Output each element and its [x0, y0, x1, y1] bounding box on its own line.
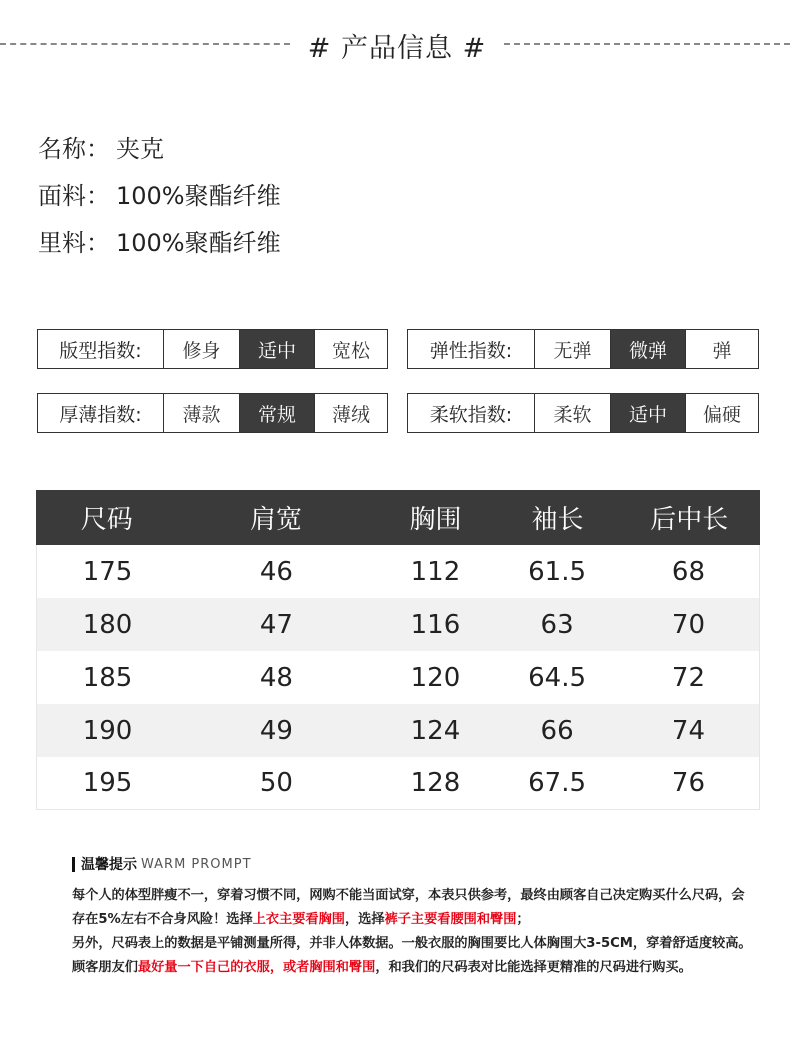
thickness-index: [37, 393, 388, 433]
cell-shoulder: 46: [259, 556, 293, 587]
cell-length: 76: [671, 768, 705, 798]
info-name-row: [38, 129, 164, 164]
info-value: 100%聚酯纤维: [116, 229, 281, 257]
header-length: 后中长: [650, 505, 729, 535]
thickness-option: 薄款: [163, 394, 239, 432]
cell-chest: 128: [410, 768, 461, 798]
cell-length: 74: [671, 715, 705, 746]
prompt-highlight: 上衣主要看胸围: [252, 912, 345, 927]
header-shoulder: 肩宽: [250, 505, 303, 535]
table-row: [36, 704, 760, 757]
cell-size: 180: [82, 609, 133, 640]
cell-size: 175: [82, 556, 133, 587]
size-table-header: [36, 490, 760, 545]
warm-prompt-title-en: WARM PROMPT: [141, 856, 252, 872]
heading-bar-icon: [72, 857, 75, 872]
softness-index: [407, 393, 759, 433]
softness-index-label: 柔软指数:: [429, 403, 513, 426]
cell-sleeve: 66: [540, 715, 574, 746]
cell-sleeve: 61.5: [528, 556, 587, 587]
size-table: [36, 490, 760, 810]
cell-length: 68: [671, 556, 705, 587]
cell-shoulder: 49: [259, 715, 293, 746]
fit-option: 宽松: [314, 330, 387, 368]
elasticity-index-label: 弹性指数:: [429, 339, 513, 362]
cell-chest: 120: [410, 662, 461, 693]
table-row: [36, 545, 760, 598]
cell-length: 72: [671, 662, 705, 693]
info-value: 夹克: [116, 135, 164, 163]
header-sleeve: 袖长: [531, 505, 584, 535]
cell-size: 190: [82, 715, 133, 746]
info-fabric-row: [38, 176, 281, 211]
cell-chest: 124: [410, 715, 461, 746]
page-title: # 产品信息 #: [307, 33, 487, 64]
cell-chest: 116: [410, 609, 461, 640]
thickness-index-label: 厚薄指数:: [59, 403, 142, 426]
table-row: [36, 651, 760, 704]
prompt-highlight: ，或者胸围和臀围: [269, 960, 376, 975]
table-row: [36, 757, 760, 810]
prompt-text: 每个人的体型胖瘦不一，穿着习惯不同，网购不能当面试穿，本表只供参考，最终由顾客自己决定购买什么尺码，会存在5%左右不合身风险！选择: [72, 888, 745, 927]
info-label: 面料：: [38, 182, 110, 210]
header-divider-right: [504, 43, 790, 45]
prompt-text: ，选择: [344, 912, 385, 927]
info-label: 里料：: [38, 229, 110, 257]
softness-option: 偏硬: [685, 394, 758, 432]
cell-chest: 112: [410, 556, 461, 587]
warm-prompt-heading: [72, 854, 752, 874]
cell-size: 195: [82, 768, 133, 798]
header-chest: 胸围: [409, 505, 462, 535]
section-header: [0, 22, 790, 66]
thickness-option: 薄绒: [314, 394, 387, 432]
prompt-highlight: 裤子主要看腰围和臀围: [384, 912, 517, 927]
cell-shoulder: 50: [259, 768, 293, 798]
softness-option: 柔软: [534, 394, 610, 432]
elasticity-index: [407, 329, 759, 369]
header-size: 尺码: [80, 505, 133, 535]
cell-shoulder: 48: [259, 662, 293, 693]
fit-index-label: 版型指数:: [59, 339, 142, 362]
fit-option: 修身: [163, 330, 239, 368]
header-divider-left: [0, 43, 290, 45]
elasticity-option: 无弹: [534, 330, 610, 368]
info-value: 100%聚酯纤维: [116, 182, 281, 210]
prompt-text: ；: [516, 912, 530, 927]
cell-size: 185: [82, 662, 133, 693]
info-label: 名称：: [38, 135, 110, 163]
fit-option-selected: 适中: [239, 330, 314, 368]
prompt-text: ，和我们的尺码表对比能选择更精准的尺码进行购买。: [375, 960, 692, 975]
warm-prompt-title: 温馨提示: [81, 857, 137, 873]
cell-sleeve: 63: [540, 609, 574, 640]
elasticity-option-selected: 微弹: [610, 330, 685, 368]
prompt-text: 另外，尺码表上的数据是平铺测量所得，并非人体数据。一般衣服的胸围要比人体胸围大3-5CM，穿着舒适度较高。顾客朋友们: [72, 936, 752, 975]
table-row: [36, 598, 760, 651]
cell-shoulder: 47: [259, 609, 293, 640]
softness-option-selected: 适中: [610, 394, 685, 432]
prompt-highlight: 最好量一下自己的衣服: [137, 960, 270, 975]
warm-prompt-text: [72, 884, 752, 980]
cell-sleeve: 64.5: [528, 662, 587, 693]
info-lining-row: [38, 223, 281, 258]
cell-sleeve: 67.5: [528, 768, 587, 798]
thickness-option-selected: 常规: [239, 394, 314, 432]
fit-index: [37, 329, 388, 369]
elasticity-option: 弹: [685, 330, 758, 368]
cell-length: 70: [671, 609, 705, 640]
warm-prompt: [72, 854, 752, 980]
